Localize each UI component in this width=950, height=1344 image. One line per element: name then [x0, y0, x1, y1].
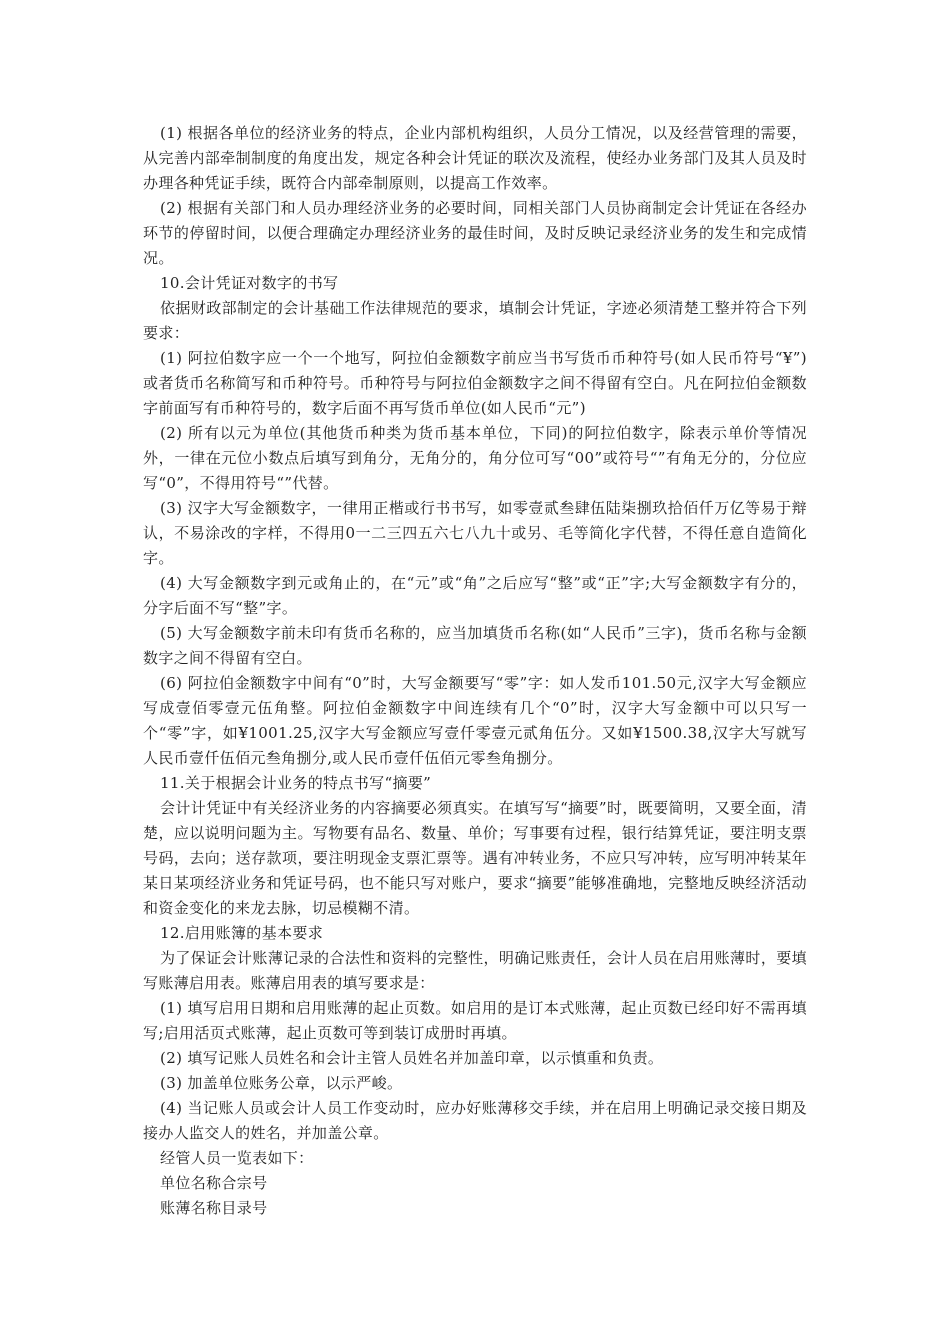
paragraph-4: (1) 阿拉伯数字应一个一个地写，阿拉伯金额数字前应当书写货币币种符号(如人民币符号“¥”)或者货币名称简写和币种符号。币种符号与阿拉伯金额数字之间不得留有空白。凡在阿拉伯金额数字前面写有币种符号的，数字后面不再写货币单位(如人民币“元”) — [143, 349, 807, 417]
section-heading-10: 10.会计凭证对数字的书写 — [160, 274, 339, 292]
paragraph-10: 会计计凭证中有关经济业务的内容摘要必须真实。在填写写“摘要”时，既要简明，又要全面，清楚，应以说明问题为主。写物要有品名、数量、单价；写事要有过程，银行结算凭证，要注明支票号码，去向；送存款项，要注明现金支票汇票等。遇有冲转业务，不应只写冲转，应写明冲转某年某日某项经济业务和凭证号码，也不能只写对账户，要求“摘要”能够准确地，完整地反映经济活动和资金变化的来龙去脉，切忌模糊不清。 — [143, 799, 807, 917]
paragraph-17: 单位名称合宗号 — [160, 1174, 268, 1192]
paragraph-8: (5) 大写金额数字前未印有货币名称的，应当加填货币名称(如“人民币”三字)，货币名称与金额数字之间不得留有空白。 — [143, 624, 807, 667]
paragraph-2: (2) 根据有关部门和人员办理经济业务的必要时间，同相关部门人员协商制定会计凭证在各经办环节的停留时间，以便合理确定办理经济业务的最佳时间，及时反映记录经济业务的发生和完成情况。 — [143, 199, 807, 267]
paragraph-6: (3) 汉字大写金额数字，一律用正楷或行书书写，如零壹贰叁肆伍陆柒捌玖拾佰仟万亿等易于辩认，不易涂改的字样，不得用0一二三四五六七八九十或另、毛等简化字代替，不得任意自造简化字。 — [143, 499, 807, 567]
paragraph-16: 经管人员一览表如下： — [160, 1149, 314, 1167]
paragraph-1: (1) 根据各单位的经济业务的特点，企业内部机构组织，人员分工情况，以及经营管理的需要，从完善内部牵制制度的角度出发，规定各种会计凭证的联次及流程，使经办业务部门及其人员及时办理各种凭证手续，既符合内部牵制原则，以提高工作效率。 — [143, 124, 807, 192]
paragraph-5: (2) 所有以元为单位(其他货币种类为货币基本单位，下同)的阿拉伯数字，除表示单价等情况外，一律在元位小数点后填写到角分，无角分的，角分位可写“00”或符号“”有角无分的，分位应写“0”，不得用符号“”代替。 — [143, 424, 807, 492]
paragraph-18: 账薄名称目录号 — [160, 1199, 268, 1217]
paragraph-7: (4) 大写金额数字到元或角止的，在“元”或“角”之后应写“整”或“正”字;大写金额数字有分的，分字后面不写“整”字。 — [143, 574, 807, 617]
paragraph-15: (4) 当记账人员或会计人员工作变动时，应办好账薄移交手续，并在启用上明确记录交接日期及接办人监交人的姓名，并加盖公章。 — [143, 1099, 807, 1142]
section-heading-11: 11.关于根据会计业务的特点书写“摘要” — [160, 774, 432, 792]
paragraph-11: 为了保证会计账薄记录的合法性和资料的完整性，明确记账责任，会计人员在启用账薄时，要填写账薄启用表。账薄启用表的填写要求是： — [143, 949, 807, 992]
paragraph-14: (3) 加盖单位账务公章，以示严峻。 — [160, 1074, 403, 1092]
section-heading-12: 12.启用账簿的基本要求 — [160, 924, 324, 942]
paragraph-12: (1) 填写启用日期和启用账薄的起止页数。如启用的是订本式账薄，起止页数已经印好不需再填写;启用活页式账薄，起止页数可等到装订成册时再填。 — [143, 999, 807, 1042]
paragraph-3: 依据财政部制定的会计基础工作法律规范的要求，填制会计凭证，字迹必须清楚工整并符合下列要求： — [143, 299, 807, 342]
paragraph-13: (2) 填写记账人员姓名和会计主管人员姓名并加盖印章，以示慎重和负责。 — [160, 1049, 664, 1067]
paragraph-9: (6) 阿拉伯金额数字中间有“0”时，大写金额要写“零”字：如人发币101.50元,汉字大写金额应写成壹佰零壹元伍角整。阿拉伯金额数字中间连续有几个“0”时，汉字大写金额中可以只写一个“零”字，如¥1001.25,汉字大写金额应写壹仟零壹元贰角伍分。又如¥1500.38,汉字大写就写人民币壹仟伍佰元叁角捌分,或人民币壹仟伍佰元零叁角捌分。 — [143, 674, 807, 767]
